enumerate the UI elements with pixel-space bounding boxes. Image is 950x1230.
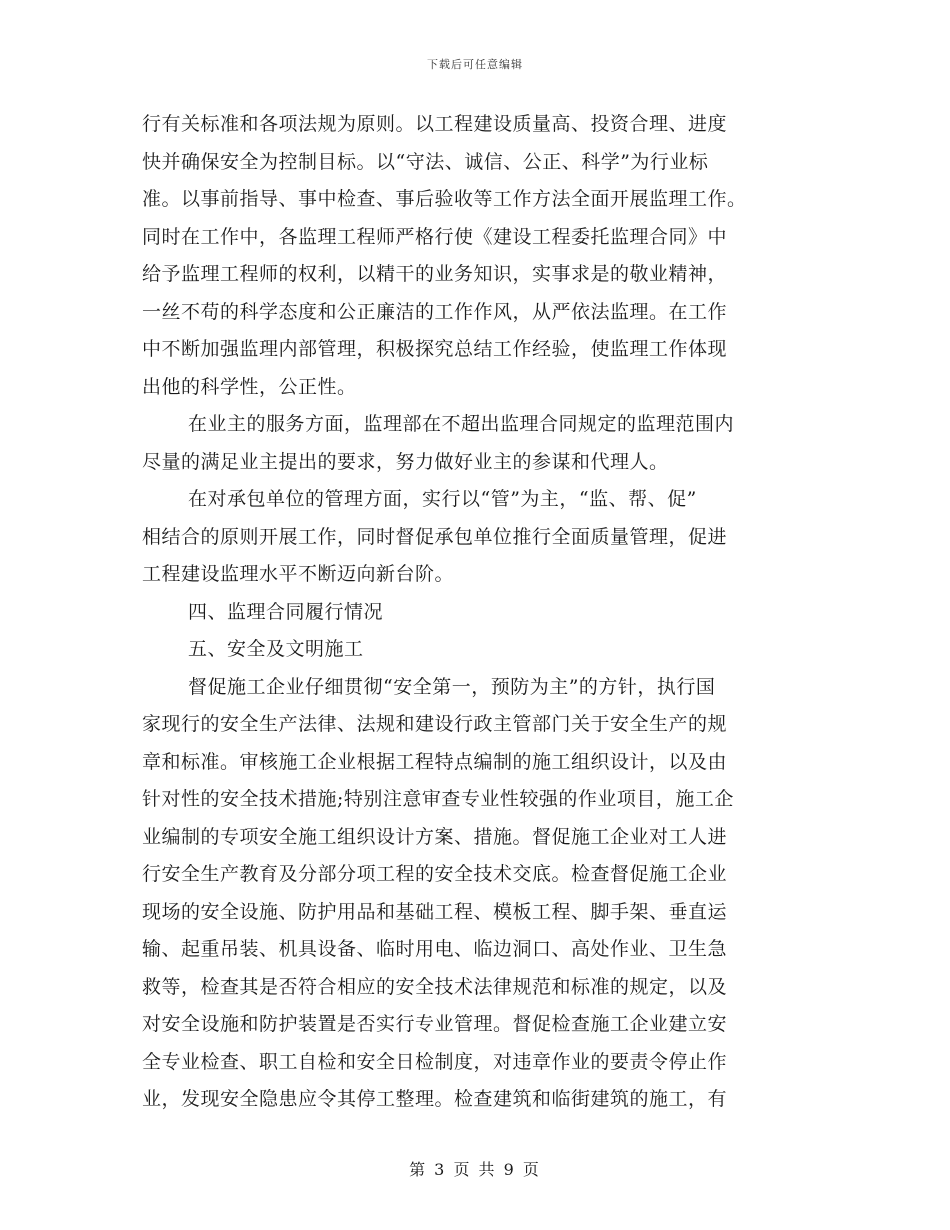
text-line: 准。以事前指导、事中检查、事后验收等工作方法全面开展监理工作。 [142, 188, 747, 210]
page-footer: 第 3 页 共 9 页 [409, 1160, 541, 1179]
text-line: 尽量的满足业主提出的要求，努力做好业主的参谋和代理人。 [142, 450, 669, 473]
text-line: 在对承包单位的管理方面，实行以“管”为主，“监、帮、促” [188, 488, 697, 510]
text-line: 在业主的服务方面，监理部在不超出监理合同规定的监理范围内 [188, 413, 735, 435]
text-line: 对安全设施和防护装置是否实行专业管理。督促检查施工企业建立安 [142, 1013, 728, 1035]
text-line: 现场的安全设施、防护用品和基础工程、模板工程、脚手架、垂直运 [142, 900, 728, 923]
text-line: 业编制的专项安全施工组织设计方案、措施。督促施工企业对工人进 [142, 825, 728, 848]
text-line: 章和标准。审核施工企业根据工程特点编制的施工组织设计，以及由 [142, 750, 728, 773]
text-line: 相结合的原则开展工作，同时督促承包单位推行全面质量管理，促进 [142, 525, 728, 548]
text-line: 同时在工作中，各监理工程师严格行使《建设工程委托监理合同》中 [142, 225, 728, 248]
text-line: 督促施工企业仔细贯彻“安全第一，预防为主”的方针，执行国 [188, 675, 716, 698]
text-line: 四、监理合同履行情况 [188, 600, 384, 623]
page-header: 下载后可任意编辑 [427, 58, 523, 71]
text-line: 输、起重吊装、机具设备、临时用电、临边洞口、高处作业、卫生急 [142, 938, 728, 960]
text-line: 家现行的安全生产法律、法规和建设行政主管部门关于安全生产的规 [142, 713, 728, 735]
text-line: 中不断加强监理内部管理，积极探究总结工作经验，使监理工作体现 [142, 338, 728, 360]
text-line: 针对性的安全技术措施;特别注意审查专业性较强的作业项目，施工企 [142, 788, 734, 810]
text-line: 给予监理工程师的权利，以精干的业务知识，实事求是的敬业精神， [142, 263, 728, 285]
text-line: 一丝不苟的科学态度和公正廉洁的工作作风，从严依法监理。在工作 [142, 300, 728, 323]
text-line: 快并确保安全为控制目标。以“守法、诚信、公正、科学”为行业标 [142, 150, 709, 173]
text-line: 行安全生产教育及分部分项工程的安全技术交底。检查督促施工企业 [142, 863, 728, 885]
text-line: 业，发现安全隐患应令其停工整理。检查建筑和临街建筑的施工，有 [142, 1088, 728, 1110]
text-line: 救等，检查其是否符合相应的安全技术法律规范和标准的规定，以及 [142, 975, 728, 998]
text-line: 五、安全及文明施工 [188, 638, 364, 660]
text-line: 工程建设监理水平不断迈向新台阶。 [142, 563, 455, 585]
text-line: 全专业检查、职工自检和安全日检制度，对违章作业的要责令停止作 [142, 1050, 728, 1073]
text-line: 行有关标准和各项法规为原则。以工程建设质量高、投资合理、进度 [142, 113, 728, 135]
document-body [142, 106, 822, 1119]
text-line: 出他的科学性，公正性。 [142, 375, 357, 398]
